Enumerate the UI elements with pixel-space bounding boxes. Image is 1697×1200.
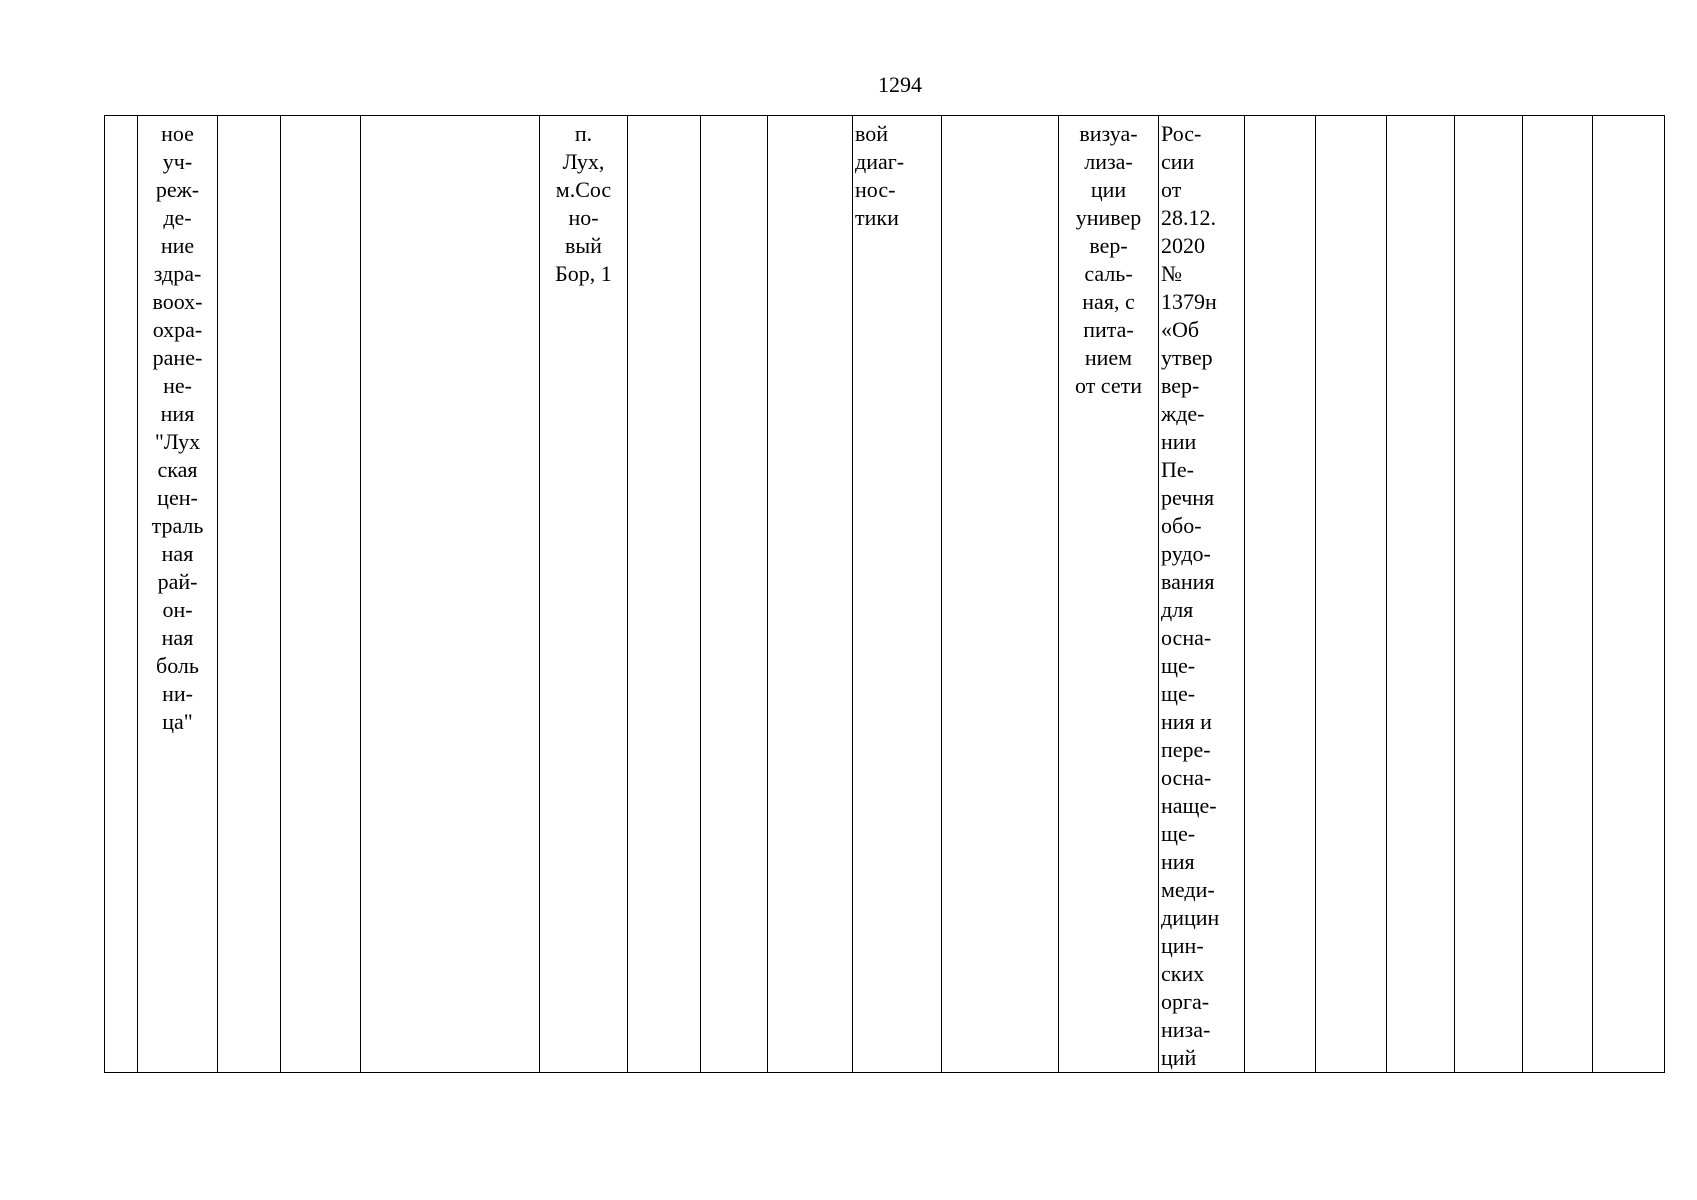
table-cell-diagnostics: вой диаг- нос- тики xyxy=(853,116,942,1073)
table-cell-order-reference: Рос- сии от 28.12. 2020 № 1379н «Об утвер вер- жде- нии Пе- речня обо- рудо- вания для осна- ще- ще- ния и пере- осна- наще- ще- ния меди- дицин цин- ских орга- низа- ций xyxy=(1159,116,1245,1073)
table-cell-18 xyxy=(1523,116,1593,1073)
table-cell-1 xyxy=(105,116,138,1073)
table-cell-14 xyxy=(1245,116,1316,1073)
table-cell-17 xyxy=(1455,116,1523,1073)
table-row xyxy=(105,116,1665,1073)
table-cell-4 xyxy=(281,116,361,1073)
table-cell-equipment: визуа- лиза- ции универ вер- саль- ная, с пита- нием от сети xyxy=(1059,116,1159,1073)
document-table xyxy=(104,115,1665,1073)
table-cell-16 xyxy=(1387,116,1455,1073)
table-cell-19 xyxy=(1593,116,1665,1073)
table-cell-15 xyxy=(1316,116,1387,1073)
table-cell-7 xyxy=(628,116,701,1073)
table-cell-institution: ное уч- реж- де- ние здра- воох- охра- ране- не- ния "Лух ская цен- траль ная рай- он- ная боль ни- ца" xyxy=(138,116,218,1073)
table-cell-9 xyxy=(768,116,853,1073)
table-cell-8 xyxy=(701,116,768,1073)
table-cell-5 xyxy=(361,116,540,1073)
table-cell-address: п. Лух, м.Сос но- вый Бор, 1 xyxy=(540,116,628,1073)
table-cell-3 xyxy=(218,116,281,1073)
table-cell-11 xyxy=(942,116,1059,1073)
page-number: 1294 xyxy=(878,72,922,97)
